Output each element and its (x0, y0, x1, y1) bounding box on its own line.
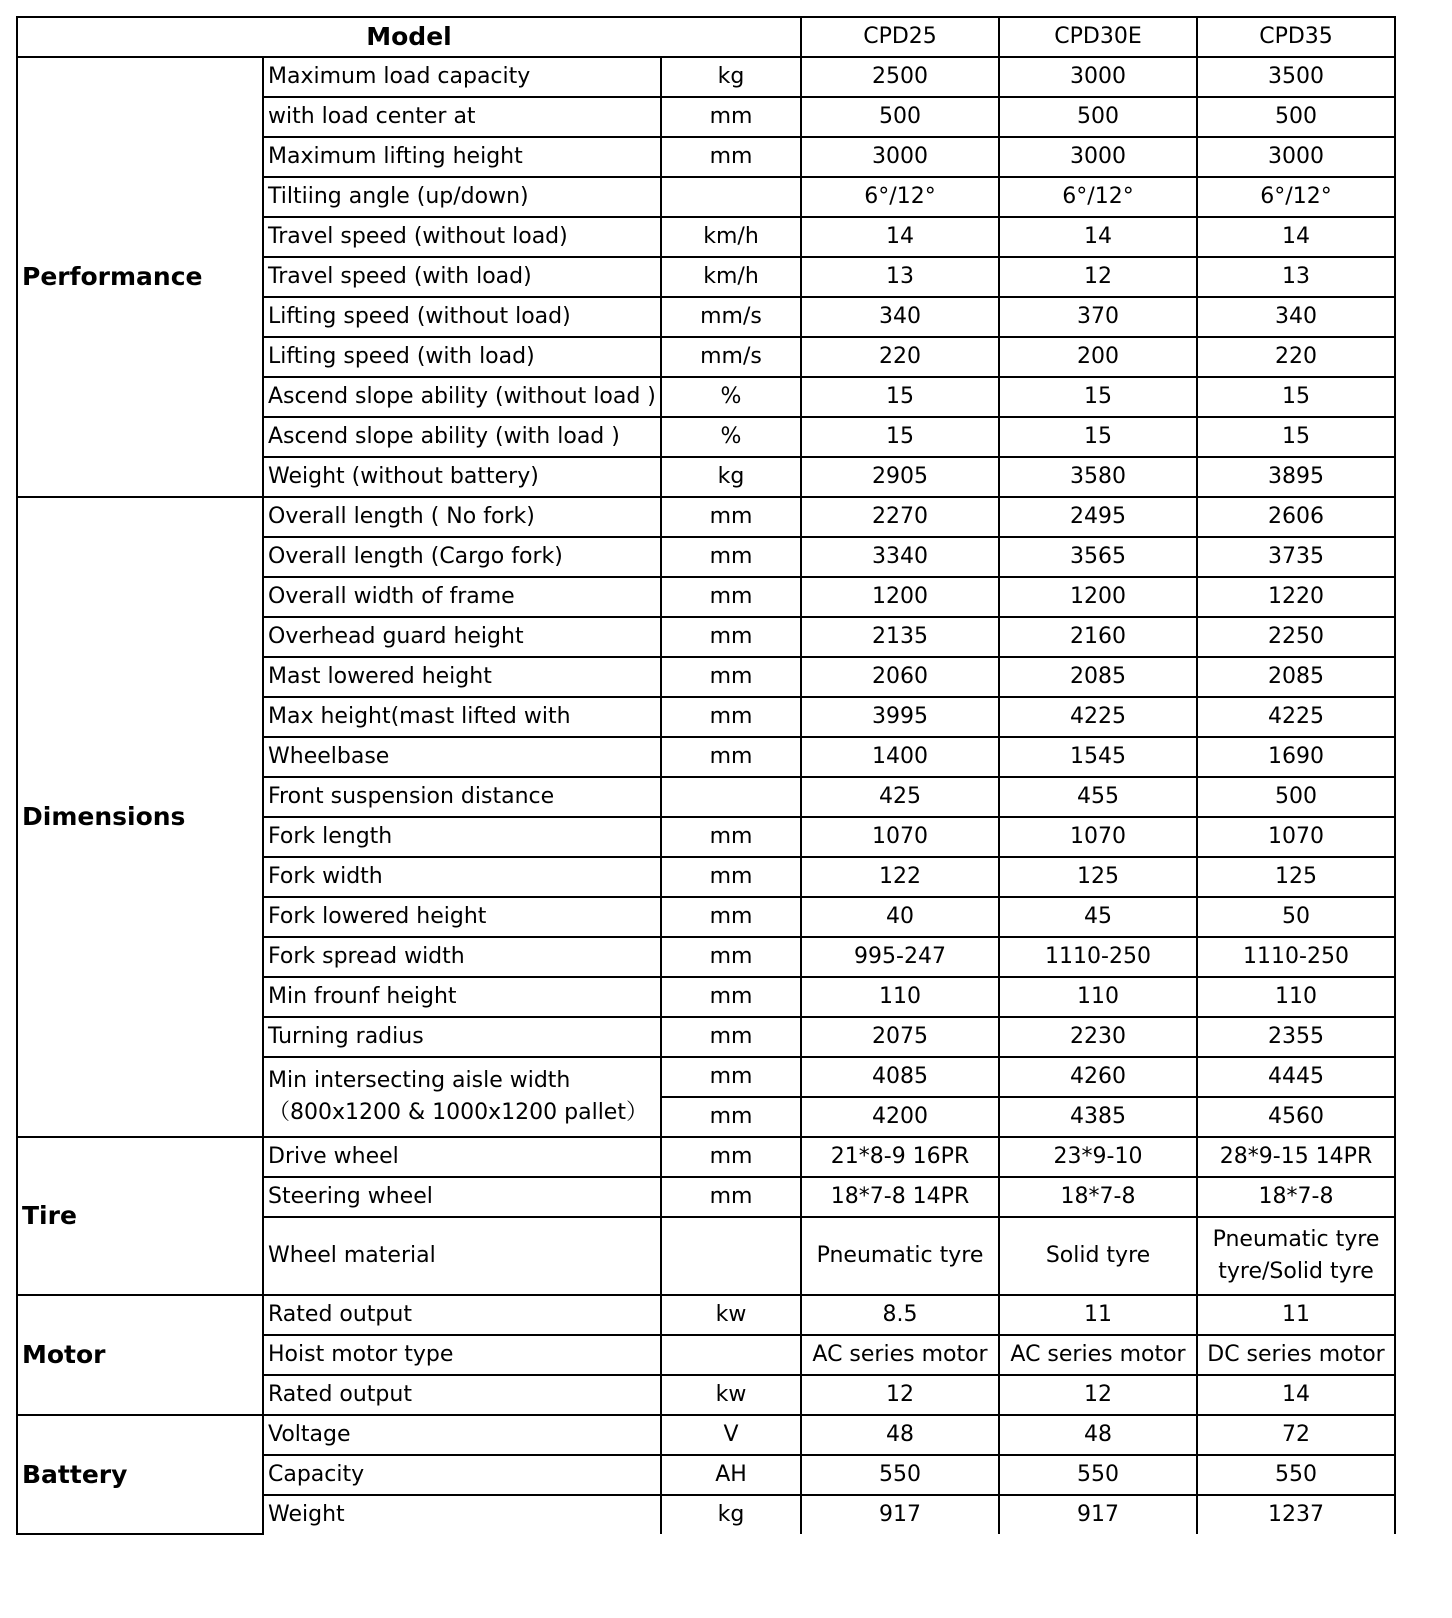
value-cell: 125 (999, 857, 1197, 897)
unit-cell: mm/s (661, 337, 801, 377)
value-cell: 6°/12° (1197, 177, 1395, 217)
value-cell: 3000 (999, 57, 1197, 97)
section-label: Tire (17, 1137, 263, 1295)
param-label: Drive wheel (263, 1137, 661, 1177)
value-cell: 3000 (801, 137, 999, 177)
unit-cell: AH (661, 1455, 801, 1495)
value-cell: 6°/12° (801, 177, 999, 217)
value-cell: 1110-250 (1197, 937, 1395, 977)
param-label: Ascend slope ability (with load ) (263, 417, 661, 457)
param-label: Lifting speed (without load) (263, 297, 661, 337)
value-cell: 4560 (1197, 1097, 1395, 1137)
value-cell: 550 (801, 1455, 999, 1495)
header-row (17, 17, 1395, 57)
value-cell: 550 (999, 1455, 1197, 1495)
param-label: Steering wheel (263, 1177, 661, 1217)
value-cell: 45 (999, 897, 1197, 937)
param-label: Fork spread width (263, 937, 661, 977)
value-cell: 14 (999, 217, 1197, 257)
unit-cell: mm (661, 897, 801, 937)
value-cell: 12 (999, 257, 1197, 297)
value-cell: 72 (1197, 1415, 1395, 1455)
value-cell: 13 (1197, 257, 1395, 297)
value-cell: 12 (801, 1375, 999, 1415)
value-cell: 3735 (1197, 537, 1395, 577)
value-line: Solid tyre (1045, 1243, 1151, 1268)
value-cell: 1070 (999, 817, 1197, 857)
value-cell: 14 (1197, 217, 1395, 257)
value-cell: 4445 (1197, 1057, 1395, 1097)
param-label: Maximum load capacity (263, 57, 661, 97)
param-label: with load center at (263, 97, 661, 137)
value-cell (1197, 1217, 1395, 1295)
section-label: Motor (17, 1295, 263, 1415)
value-cell: 2230 (999, 1017, 1197, 1057)
param-label: Voltage (263, 1415, 661, 1455)
value-cell: 1200 (999, 577, 1197, 617)
unit-cell: % (661, 417, 801, 457)
value-cell: 4200 (801, 1097, 999, 1137)
table-row (17, 57, 1395, 97)
unit-cell: mm (661, 1057, 801, 1097)
value-cell: 1070 (801, 817, 999, 857)
value-cell: 2250 (1197, 617, 1395, 657)
model-header-label: Model (17, 17, 801, 57)
unit-cell: mm (661, 1177, 801, 1217)
param-line: Min intersecting aisle width (268, 1068, 571, 1093)
unit-cell: mm (661, 617, 801, 657)
unit-cell: mm (661, 697, 801, 737)
param-label (263, 1057, 661, 1137)
param-label: Weight (263, 1495, 661, 1534)
value-cell: 12 (999, 1375, 1197, 1415)
param-label: Travel speed (without load) (263, 217, 661, 257)
unit-cell: mm (661, 737, 801, 777)
param-label: Fork lowered height (263, 897, 661, 937)
value-cell: 2606 (1197, 497, 1395, 537)
unit-cell: mm (661, 1017, 801, 1057)
value-cell: 200 (999, 337, 1197, 377)
unit-cell (661, 777, 801, 817)
value-cell: 340 (801, 297, 999, 337)
param-label: Overall length ( No fork) (263, 497, 661, 537)
unit-cell (661, 1335, 801, 1375)
param-label: Rated output (263, 1295, 661, 1335)
value-line: Pneumatic tyre (816, 1243, 984, 1268)
value-cell: 6°/12° (999, 177, 1197, 217)
value-cell: 500 (999, 97, 1197, 137)
value-cell: 14 (1197, 1375, 1395, 1415)
param-label: Overall width of frame (263, 577, 661, 617)
value-cell: 500 (1197, 777, 1395, 817)
value-cell: 2500 (801, 57, 999, 97)
value-cell: 1220 (1197, 577, 1395, 617)
value-cell: 110 (1197, 977, 1395, 1017)
value-cell: 50 (1197, 897, 1395, 937)
value-cell: 11 (1197, 1295, 1395, 1335)
value-cell: 2905 (801, 457, 999, 497)
value-cell: 340 (1197, 297, 1395, 337)
value-cell: 1070 (1197, 817, 1395, 857)
spec-table (16, 16, 1396, 1535)
value-cell: 15 (801, 377, 999, 417)
unit-cell: mm (661, 97, 801, 137)
unit-cell: kg (661, 1495, 801, 1534)
value-cell: 220 (1197, 337, 1395, 377)
param-label: Lifting speed (with load) (263, 337, 661, 377)
unit-cell: km/h (661, 257, 801, 297)
value-cell: 1400 (801, 737, 999, 777)
param-label: Tiltiing angle (up/down) (263, 177, 661, 217)
table-row (17, 1415, 1395, 1455)
value-cell: 1690 (1197, 737, 1395, 777)
value-cell: 110 (999, 977, 1197, 1017)
param-label: Wheelbase (263, 737, 661, 777)
value-cell: 110 (801, 977, 999, 1017)
value-cell: 15 (999, 417, 1197, 457)
value-cell: 122 (801, 857, 999, 897)
unit-cell: mm (661, 497, 801, 537)
value-cell: 2495 (999, 497, 1197, 537)
value-cell: 15 (999, 377, 1197, 417)
unit-cell: mm (661, 537, 801, 577)
value-cell: 2060 (801, 657, 999, 697)
value-cell: 2160 (999, 617, 1197, 657)
value-cell: DC series motor (1197, 1335, 1395, 1375)
value-cell: 48 (801, 1415, 999, 1455)
value-cell: 550 (1197, 1455, 1395, 1495)
value-cell: 1545 (999, 737, 1197, 777)
value-cell: 1237 (1197, 1495, 1395, 1534)
param-label: Travel speed (with load) (263, 257, 661, 297)
value-cell: 500 (801, 97, 999, 137)
value-cell: 11 (999, 1295, 1197, 1335)
param-label: Wheel material (263, 1217, 661, 1295)
value-cell: 3000 (999, 137, 1197, 177)
section-label: Dimensions (17, 497, 263, 1137)
value-cell: 4225 (999, 697, 1197, 737)
value-cell: 3565 (999, 537, 1197, 577)
param-label: Min frounf height (263, 977, 661, 1017)
value-cell: 995-247 (801, 937, 999, 977)
value-cell: 15 (801, 417, 999, 457)
unit-cell: mm/s (661, 297, 801, 337)
section-label: Battery (17, 1415, 263, 1534)
value-cell: 40 (801, 897, 999, 937)
value-cell: 3500 (1197, 57, 1395, 97)
param-label: Overhead guard height (263, 617, 661, 657)
param-label: Weight (without battery) (263, 457, 661, 497)
value-cell: 370 (999, 297, 1197, 337)
value-cell: 4385 (999, 1097, 1197, 1137)
value-cell: 13 (801, 257, 999, 297)
param-label: Rated output (263, 1375, 661, 1415)
table-row (17, 497, 1395, 537)
unit-cell: mm (661, 977, 801, 1017)
unit-cell: mm (661, 577, 801, 617)
model-header-cpd25: CPD25 (801, 17, 999, 57)
param-label: Turning radius (263, 1017, 661, 1057)
value-cell: 2135 (801, 617, 999, 657)
unit-cell: mm (661, 657, 801, 697)
unit-cell: kg (661, 57, 801, 97)
table-row (17, 1295, 1395, 1335)
value-cell: 220 (801, 337, 999, 377)
value-cell: 2085 (999, 657, 1197, 697)
value-cell: 3340 (801, 537, 999, 577)
unit-cell (661, 1217, 801, 1295)
param-label: Ascend slope ability (without load ) (263, 377, 661, 417)
unit-cell: mm (661, 1137, 801, 1177)
param-label: Hoist motor type (263, 1335, 661, 1375)
value-cell: 4225 (1197, 697, 1395, 737)
unit-cell: mm (661, 937, 801, 977)
model-header-cpd30e: CPD30E (999, 17, 1197, 57)
value-cell: 2075 (801, 1017, 999, 1057)
value-cell: 15 (1197, 377, 1395, 417)
param-label: Max height(mast lifted with (263, 697, 661, 737)
value-cell: 3895 (1197, 457, 1395, 497)
value-cell: 18*7-8 14PR (801, 1177, 999, 1217)
value-cell: 4085 (801, 1057, 999, 1097)
value-cell: 917 (801, 1495, 999, 1534)
value-line: tyre/Solid tyre (1218, 1259, 1374, 1284)
value-cell: 125 (1197, 857, 1395, 897)
section-label: Performance (17, 57, 263, 497)
unit-cell: mm (661, 857, 801, 897)
param-label: Fork width (263, 857, 661, 897)
value-cell: 455 (999, 777, 1197, 817)
value-cell: 917 (999, 1495, 1197, 1534)
model-header-cpd35: CPD35 (1197, 17, 1395, 57)
value-cell: 21*8-9 16PR (801, 1137, 999, 1177)
table-row (17, 1137, 1395, 1177)
value-cell: 2355 (1197, 1017, 1395, 1057)
unit-cell: V (661, 1415, 801, 1455)
value-cell: 1110-250 (999, 937, 1197, 977)
unit-cell: % (661, 377, 801, 417)
value-cell: 48 (999, 1415, 1197, 1455)
unit-cell (661, 177, 801, 217)
param-line: （800x1200 & 1000x1200 pallet） (268, 1100, 648, 1125)
unit-cell: kw (661, 1375, 801, 1415)
value-cell (999, 1217, 1197, 1295)
value-cell: AC series motor (999, 1335, 1197, 1375)
param-label: Maximum lifting height (263, 137, 661, 177)
value-cell: 8.5 (801, 1295, 999, 1335)
value-cell: AC series motor (801, 1335, 999, 1375)
value-cell: 2085 (1197, 657, 1395, 697)
unit-cell: km/h (661, 217, 801, 257)
unit-cell: mm (661, 137, 801, 177)
value-cell: 15 (1197, 417, 1395, 457)
param-label: Mast lowered height (263, 657, 661, 697)
param-label: Fork length (263, 817, 661, 857)
value-cell: 425 (801, 777, 999, 817)
value-cell: 18*7-8 (1197, 1177, 1395, 1217)
value-line: Pneumatic tyre (1212, 1227, 1380, 1252)
value-cell: 1200 (801, 577, 999, 617)
value-cell (801, 1217, 999, 1295)
unit-cell: kw (661, 1295, 801, 1335)
unit-cell: kg (661, 457, 801, 497)
value-cell: 23*9-10 (999, 1137, 1197, 1177)
value-cell: 18*7-8 (999, 1177, 1197, 1217)
value-cell: 28*9-15 14PR (1197, 1137, 1395, 1177)
param-label: Front suspension distance (263, 777, 661, 817)
value-cell: 3000 (1197, 137, 1395, 177)
unit-cell: mm (661, 817, 801, 857)
unit-cell: mm (661, 1097, 801, 1137)
param-label: Capacity (263, 1455, 661, 1495)
value-cell: 2270 (801, 497, 999, 537)
value-cell: 14 (801, 217, 999, 257)
value-cell: 3995 (801, 697, 999, 737)
value-cell: 500 (1197, 97, 1395, 137)
param-label: Overall length (Cargo fork) (263, 537, 661, 577)
value-cell: 3580 (999, 457, 1197, 497)
value-cell: 4260 (999, 1057, 1197, 1097)
